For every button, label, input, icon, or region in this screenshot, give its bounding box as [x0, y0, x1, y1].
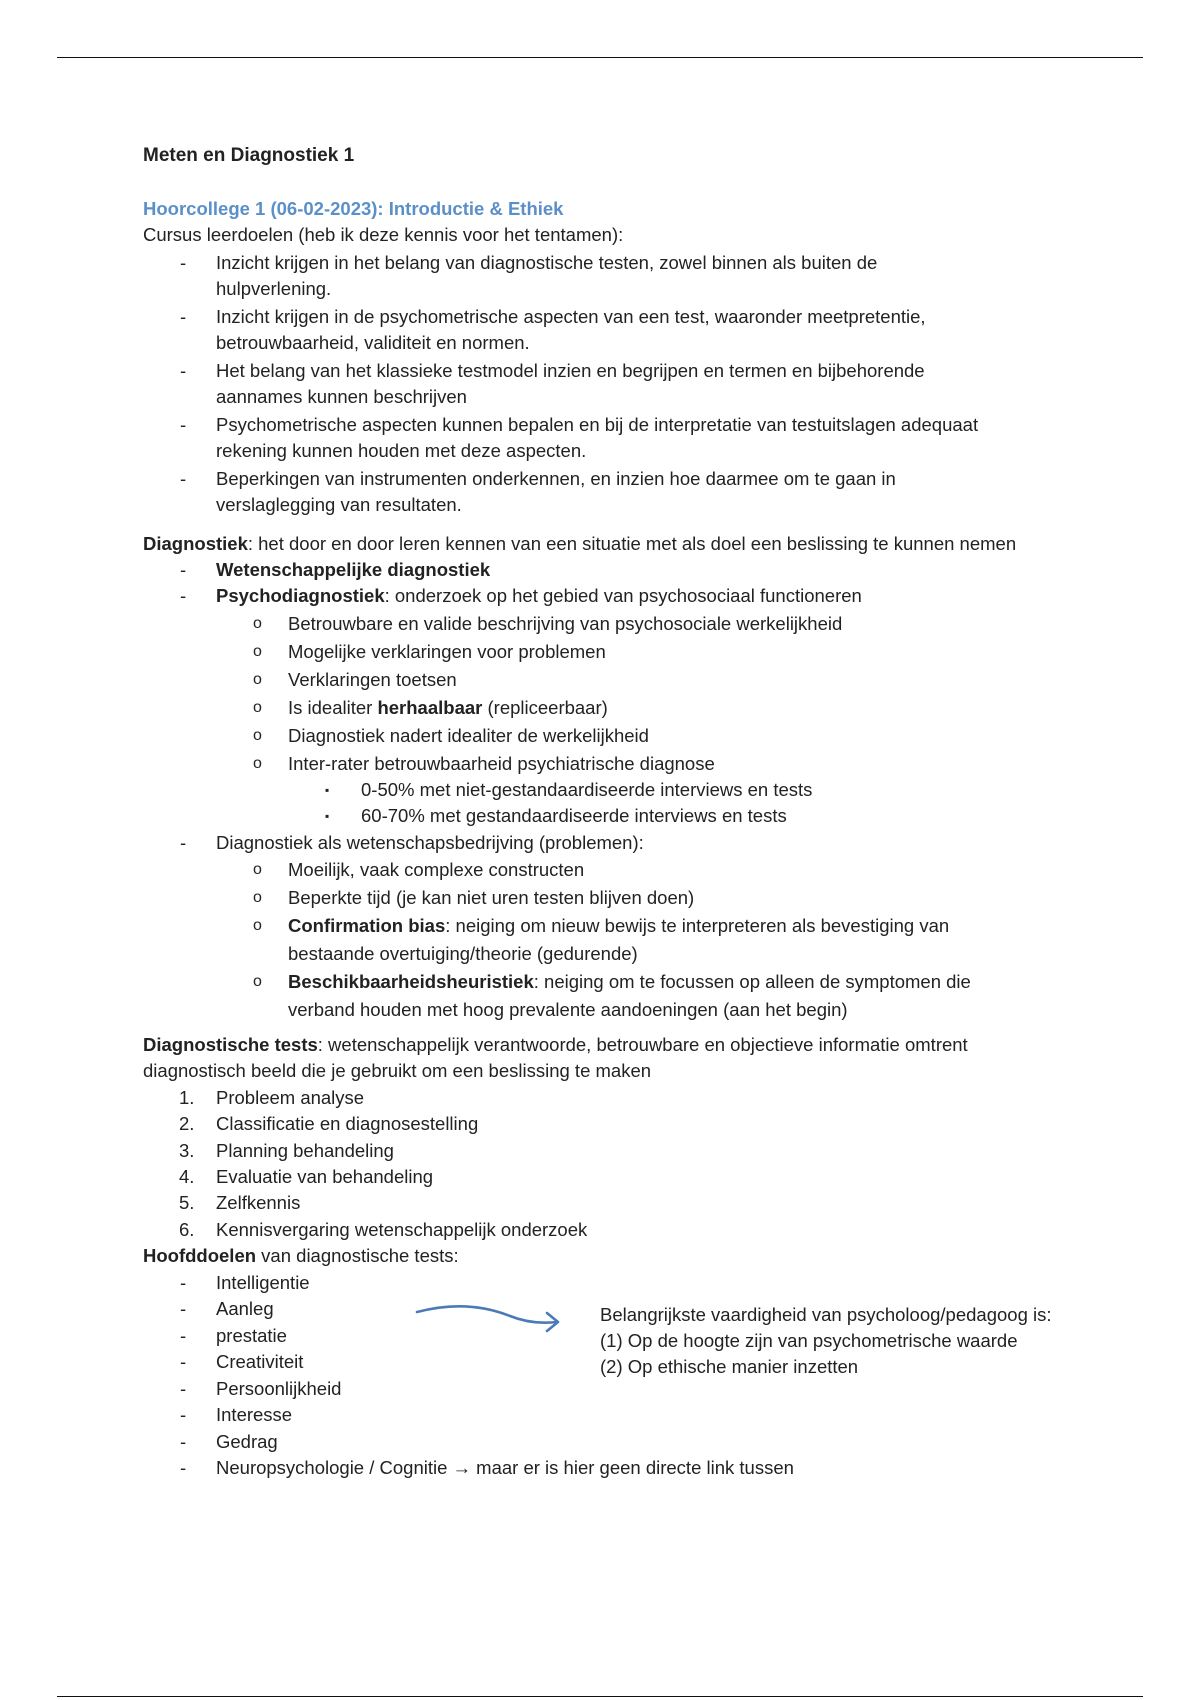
- term: Beschikbaarheidsheuristiek: [288, 971, 534, 992]
- list-item: rekening kunnen houden met deze aspecten.: [216, 440, 587, 461]
- main-goals-heading: [143, 1244, 459, 1268]
- dash-marker: -: [180, 1404, 187, 1425]
- dash-marker: -: [180, 1378, 187, 1399]
- list-item: Classificatie en diagnosestelling: [216, 1113, 479, 1134]
- circle-marker: o: [253, 861, 262, 878]
- list-number: 1.: [179, 1087, 195, 1108]
- list-item: Intelligentie: [216, 1272, 310, 1293]
- text: (repliceerbaar): [482, 697, 608, 718]
- list-item: Interesse: [216, 1404, 293, 1425]
- list-item: bestaande overtuiging/theorie (gedurende): [288, 943, 638, 964]
- dash-marker: -: [180, 252, 187, 273]
- text: Is idealiter: [288, 697, 378, 718]
- circle-marker: o: [253, 699, 262, 716]
- list-number: 5.: [179, 1192, 195, 1213]
- list-item: Aanleg: [216, 1298, 274, 1319]
- dash-marker: -: [180, 1351, 187, 1372]
- list-item: [288, 696, 608, 720]
- list-item: Diagnostiek nadert idealiter de werkelijkheid: [288, 725, 649, 746]
- list-item: verslaglegging van resultaten.: [216, 494, 462, 515]
- dash-marker: -: [180, 1457, 187, 1478]
- side-note-line: (2) Op ethische manier inzetten: [600, 1356, 859, 1377]
- list-item: Wetenschappelijke diagnostiek: [216, 559, 491, 580]
- list-item: Het belang van het klassieke testmodel inzien en begrijpen en termen en bijbehorende: [216, 360, 925, 381]
- square-marker: ▪: [325, 809, 330, 823]
- term: Confirmation bias: [288, 915, 446, 936]
- circle-marker: o: [253, 727, 262, 744]
- list-item: Betrouwbare en valide beschrijving van psychosociale werkelijkheid: [288, 613, 843, 634]
- list-item: Mogelijke verklaringen voor problemen: [288, 641, 606, 662]
- dash-marker: -: [180, 414, 187, 435]
- dash-marker: -: [180, 1431, 187, 1452]
- definition: : onderzoek op het gebied van psychosociaal functioneren: [384, 585, 862, 606]
- list-item: Creativiteit: [216, 1351, 304, 1372]
- list-item: Gedrag: [216, 1431, 278, 1452]
- list-item: prestatie: [216, 1325, 287, 1346]
- circle-marker: o: [253, 755, 262, 772]
- term: Hoofddoelen: [143, 1245, 257, 1266]
- list-number: 2.: [179, 1113, 195, 1134]
- diagnostiek-definition: [143, 532, 1016, 556]
- list-item: 60-70% met gestandaardiseerde interviews en tests: [361, 805, 787, 826]
- list-item: 0-50% met niet-gestandaardiseerde interviews en tests: [361, 779, 813, 800]
- dash-marker: -: [180, 1272, 187, 1293]
- list-item: [216, 584, 862, 608]
- list-item: hulpverlening.: [216, 278, 332, 299]
- list-item: verband houden met hoog prevalente aandoeningen (aan het begin): [288, 999, 848, 1020]
- list-item: Verklaringen toetsen: [288, 669, 457, 690]
- definition: : het door en door leren kennen van een situatie met als doel een beslissing te kunnen nemen: [247, 533, 1017, 554]
- dash-marker: -: [180, 559, 187, 580]
- list-item: Inzicht krijgen in het belang van diagnostische testen, zowel binnen als buiten de: [216, 252, 878, 273]
- dash-marker: -: [180, 468, 187, 489]
- text: maar er is hier geen directe link tussen: [471, 1457, 794, 1478]
- definition: : neiging om te focussen op alleen de symptomen die: [533, 971, 971, 992]
- list-item: Persoonlijkheid: [216, 1378, 342, 1399]
- list-number: 6.: [179, 1219, 195, 1240]
- side-note-line: Belangrijkste vaardigheid van psycholoog/pedagoog is:: [600, 1304, 1052, 1325]
- goals-intro: Cursus leerdoelen (heb ik deze kennis voor het tentamen):: [143, 224, 624, 245]
- tests-definition-cont: diagnostisch beeld die je gebruikt om een beslissing te maken: [143, 1060, 652, 1081]
- square-marker: ▪: [325, 783, 330, 797]
- lecture-heading: Hoorcollege 1 (06-02-2023): Introductie & Ethiek: [143, 198, 564, 219]
- dash-marker: -: [180, 585, 187, 606]
- term: Diagnostiek: [143, 533, 248, 554]
- definition: : wetenschappelijk verantwoorde, betrouwbare en objectieve informatie omtrent: [317, 1034, 968, 1055]
- list-item: Beperkte tijd (je kan niet uren testen blijven doen): [288, 887, 695, 908]
- list-item: [216, 1456, 794, 1480]
- definition: van diagnostische tests:: [256, 1245, 459, 1266]
- side-note-line: (1) Op de hoogte zijn van psychometrische waarde: [600, 1330, 1018, 1351]
- term: Psychodiagnostiek: [216, 585, 385, 606]
- list-item: Psychometrische aspecten kunnen bepalen en bij de interpretatie van testuitslagen adequaat: [216, 414, 979, 435]
- term: Diagnostische tests: [143, 1034, 318, 1055]
- dash-marker: -: [180, 360, 187, 381]
- list-item: Zelfkennis: [216, 1192, 301, 1213]
- list-item: Inter-rater betrouwbaarheid psychiatrische diagnose: [288, 753, 715, 774]
- circle-marker: o: [253, 671, 262, 688]
- text: Neuropsychologie / Cognitie: [216, 1457, 453, 1478]
- circle-marker: o: [253, 615, 262, 632]
- dash-marker: -: [180, 1298, 187, 1319]
- tests-definition: [143, 1033, 968, 1057]
- list-number: 4.: [179, 1166, 195, 1187]
- list-item: Beperkingen van instrumenten onderkennen, en inzien hoe daarmee om te gaan in: [216, 468, 896, 489]
- circle-marker: o: [253, 643, 262, 660]
- circle-marker: o: [253, 917, 262, 934]
- list-item: Moeilijk, vaak complexe constructen: [288, 859, 585, 880]
- dash-marker: -: [180, 832, 187, 853]
- list-item: Evaluatie van behandeling: [216, 1166, 434, 1187]
- right-arrow-icon: →: [452, 1457, 472, 1478]
- circle-marker: o: [253, 889, 262, 906]
- term: herhaalbaar: [377, 697, 483, 718]
- list-item: Probleem analyse: [216, 1087, 365, 1108]
- list-item: Planning behandeling: [216, 1140, 394, 1161]
- list-item: Diagnostiek als wetenschapsbedrijving (problemen):: [216, 832, 644, 853]
- definition: : neiging om nieuw bewijs te interpreteren als bevestiging van: [445, 915, 950, 936]
- list-item: betrouwbaarheid, validiteit en normen.: [216, 332, 530, 353]
- list-item: [288, 970, 971, 994]
- header-rule: [57, 57, 1143, 58]
- curved-arrow-icon: [415, 1300, 565, 1340]
- list-number: 3.: [179, 1140, 195, 1161]
- dash-marker: -: [180, 306, 187, 327]
- list-item: Kennisvergaring wetenschappelijk onderzoek: [216, 1219, 588, 1240]
- list-item: aannames kunnen beschrijven: [216, 386, 467, 407]
- footer-rule: [57, 1696, 1143, 1697]
- list-item: Inzicht krijgen in de psychometrische aspecten van een test, waaronder meetpretentie,: [216, 306, 926, 327]
- dash-marker: -: [180, 1325, 187, 1346]
- circle-marker: o: [253, 973, 262, 990]
- document-title: Meten en Diagnostiek 1: [143, 145, 355, 166]
- list-item: [288, 914, 949, 938]
